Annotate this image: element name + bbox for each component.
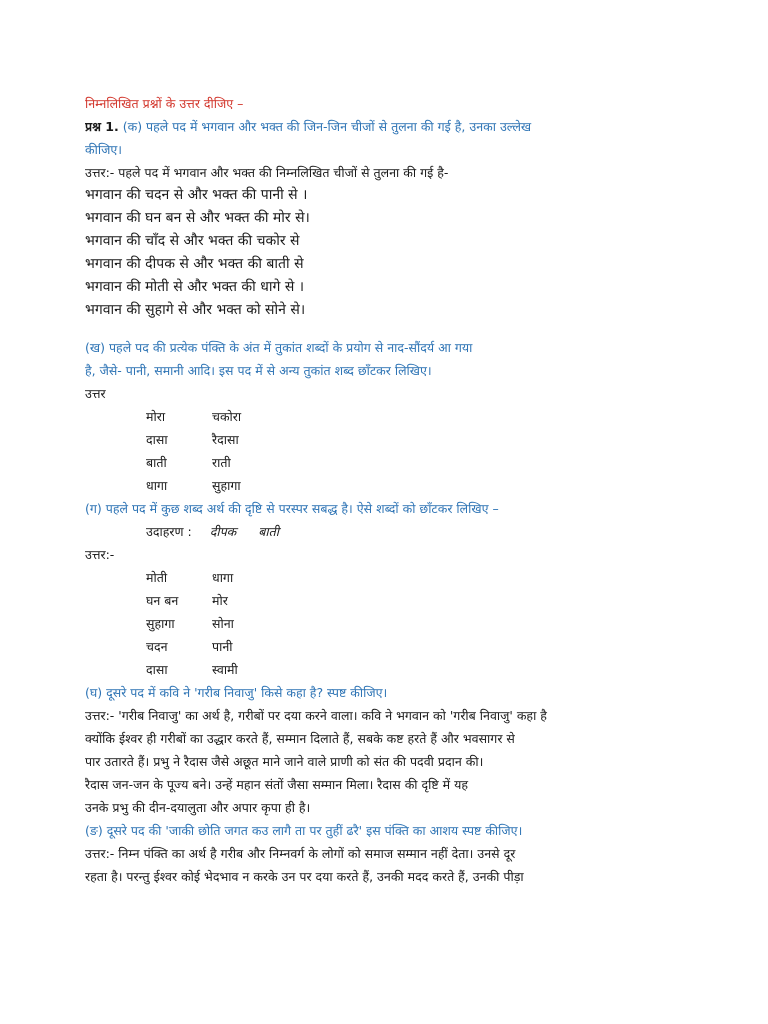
related-word: सुहागा xyxy=(146,616,175,631)
document-body xyxy=(85,92,685,888)
example-word: बाती xyxy=(258,524,280,539)
related-word: मोती xyxy=(146,570,168,585)
rhyme-word: बाती xyxy=(146,455,167,470)
rhyme-word: चकोरा xyxy=(212,409,242,424)
answer-ka-line: भगवान की सुहागे से और भक्त को सोने से। xyxy=(85,302,306,318)
answer-ka-line: भगवान की चदन से और भक्त की पानी से । xyxy=(85,187,308,203)
related-pair xyxy=(85,589,685,612)
answer-gha-line: पार उतारते हैं। प्रभु ने रैदास जैसे अछूत माने जाने वाले प्राणी को संत की पदवी प्रदान की। xyxy=(85,754,484,769)
related-pair xyxy=(85,635,685,658)
related-pair xyxy=(85,658,685,681)
question-1-label: प्रश्न 1. xyxy=(85,119,119,134)
example-label: उदाहरण : xyxy=(146,524,192,539)
rhyme-pair xyxy=(85,451,685,474)
answer-ka-line: भगवान की मोती से और भक्त की धागे से । xyxy=(85,279,305,295)
related-word: घन बन xyxy=(146,593,179,608)
related-word: धागा xyxy=(212,570,234,585)
rhyme-pair xyxy=(85,474,685,497)
related-word: मोर xyxy=(212,593,228,608)
rhyme-word: दासा xyxy=(146,432,168,447)
question-kha-text: (ख) पहले पद की प्रत्येक पंक्ति के अंत में तुकांत शब्दों के प्रयोग से नाद-सौंदर्य आ गया xyxy=(85,340,473,355)
related-word: दासा xyxy=(146,662,168,677)
related-word: पानी xyxy=(212,639,233,654)
related-word: चदन xyxy=(146,639,168,654)
answer-nga-line: रहता है। परन्तु ईश्वर कोई भेदभाव न करके उन पर दया करते हैं, उनकी मदद करते हैं, उनकी पीड़ा xyxy=(85,869,524,884)
question-nga-text: (ङ) दूसरे पद की 'जाकी छोति जगत कउ लागै ता पर तुहीं ढरै' इस पंक्ति का आशय स्पष्ट कीजिए। xyxy=(85,823,523,838)
question-ga-text: (ग) पहले पद में कुछ शब्द अर्थ की दृष्टि से परस्पर सबद्ध है। ऐसे शब्दों को छाँटकर लिखिए – xyxy=(85,501,499,516)
answer-ka-line: भगवान की दीपक से और भक्त की बाती से xyxy=(85,256,304,272)
question-gha-text: (घ) दूसरे पद में कवि ने 'गरीब निवाजु' किसे कहा है? स्पष्ट कीजिए। xyxy=(85,685,388,700)
related-pair xyxy=(85,566,685,589)
rhyme-word: सुहागा xyxy=(212,478,241,493)
example-line xyxy=(85,520,685,543)
rhyme-pair xyxy=(85,428,685,451)
answer-ga-label: उत्तर:- xyxy=(85,547,115,562)
answer-gha-line: उत्तर:- 'गरीब निवाजु' का अर्थ है, गरीबों पर दया करने वाला। कवि ने भगवान को 'गरीब निवाजु' कहा है xyxy=(85,708,547,723)
answer-nga-line: उत्तर:- निम्न पंक्ति का अर्थ है गरीब और निम्नवर्ग के लोगों को समाज सम्मान नहीं देता। उनसे दूर xyxy=(85,846,516,861)
example-word: दीपक xyxy=(209,524,237,539)
answer-ka-line: भगवान की चाँद से और भक्त की चकोर से xyxy=(85,233,300,249)
related-word: स्वामी xyxy=(212,662,238,677)
question-1-ka-line-1 xyxy=(85,115,685,138)
rhyme-word: रैदासा xyxy=(212,432,239,447)
answer-kha-label: उत्तर xyxy=(85,386,106,401)
rhyme-word: राती xyxy=(212,455,231,470)
answer-ka-intro: उत्तर:- पहले पद में भगवान और भक्त की निम्नलिखित चीजों से तुलना की गई है- xyxy=(85,165,449,180)
rhyme-word: मोरा xyxy=(146,409,166,424)
answer-gha-line: उनके प्रभु की दीन-दयालुता और अपार कृपा ही है। xyxy=(85,800,311,815)
answer-gha-line: क्योंकि ईश्वर ही गरीबों का उद्धार करते हैं, सम्मान दिलाते हैं, सबके कष्ट हरते हैं और भवसागर से xyxy=(85,731,515,746)
answer-ka-line: भगवान की घन बन से और भक्त की मोर से। xyxy=(85,210,310,226)
section-heading: निम्नलिखित प्रश्नों के उत्तर दीजिए – xyxy=(85,96,244,111)
rhyme-word: धागा xyxy=(146,478,168,493)
rhyme-pair xyxy=(85,405,685,428)
related-word: सोना xyxy=(212,616,234,631)
question-ka-text: (क) पहले पद में भगवान और भक्त की जिन-जिन चीजों से तुलना की गई है, उनका उल्लेख xyxy=(122,119,532,134)
question-kha-text-cont: है, जैसे- पानी, समानी आदि। इस पद में से अन्य तुकांत शब्द छाँटकर लिखिए। xyxy=(85,363,432,378)
question-ka-text-cont: कीजिए। xyxy=(85,142,123,157)
related-pair xyxy=(85,612,685,635)
answer-gha-line: रैदास जन-जन के पूज्य बने। उन्हें महान संतों जैसा सम्मान मिला। रैदास की दृष्टि में यह xyxy=(85,777,468,792)
